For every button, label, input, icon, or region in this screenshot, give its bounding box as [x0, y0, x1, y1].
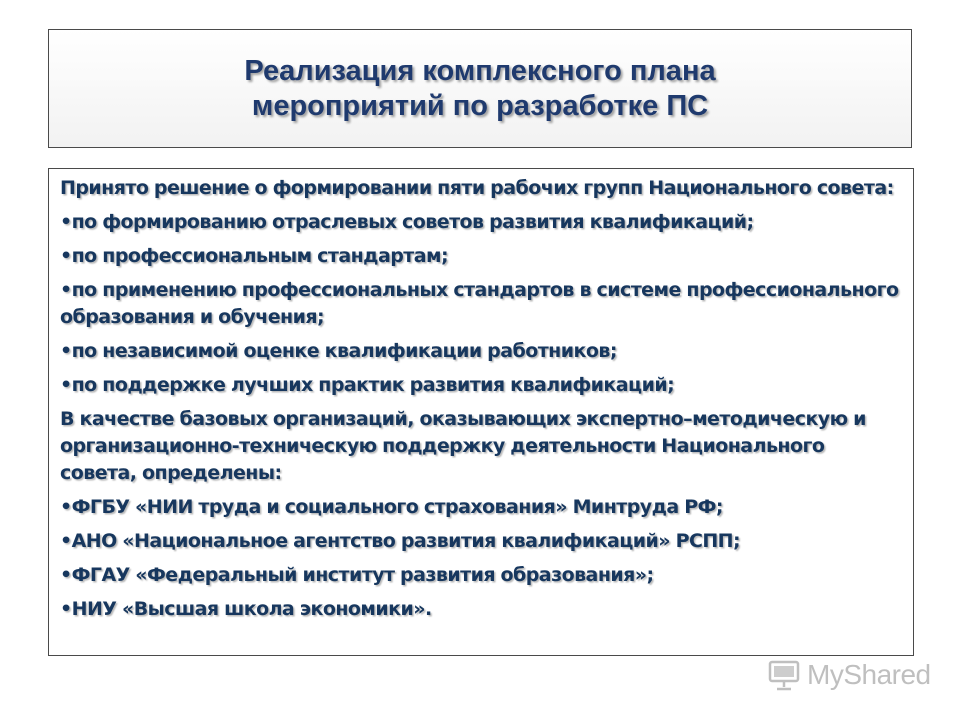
- bullet: •: [60, 211, 72, 233]
- watermark-logo: [767, 658, 931, 692]
- list-item: [60, 338, 905, 365]
- list-item: [60, 243, 905, 270]
- list-item-text: по поддержке лучших практик развития квалификаций;: [71, 374, 675, 396]
- intro-paragraph: Принято решение о формировании пяти рабочих групп Национального совета:: [60, 177, 894, 199]
- bullet: •: [60, 279, 72, 301]
- list-item-text: ФГБУ «НИИ труда и социального страхования» Минтруда РФ;: [71, 496, 723, 518]
- list-item: [60, 494, 905, 521]
- slide-title-line-1: Реализация комплексного плана: [244, 54, 716, 87]
- list-item-text: по формированию отраслевых советов развития квалификаций;: [71, 211, 754, 233]
- list-item: [60, 209, 905, 236]
- bullet: •: [60, 374, 72, 396]
- content-box: [48, 168, 914, 656]
- list-item-text: АНО «Национальное агентство развития квалификаций» РСПП;: [71, 530, 741, 552]
- list-item-text: по применению профессиональных стандартов в системе профессионального образования и обучения;: [60, 279, 899, 328]
- bullet: •: [60, 564, 72, 586]
- presentation-board-icon: [767, 658, 801, 692]
- list-item-text: по независимой оценке квалификации работников;: [71, 340, 617, 362]
- watermark-text: MyShared: [807, 659, 931, 690]
- slide-title-line-2: мероприятий по разработке ПС: [251, 89, 709, 122]
- bullet: •: [60, 340, 72, 362]
- bullet: •: [60, 530, 72, 552]
- bullet: •: [60, 245, 72, 267]
- list-item-text: по профессиональным стандартам;: [71, 245, 449, 267]
- list-item: [60, 277, 905, 331]
- bullet: •: [60, 496, 72, 518]
- list-item-text: ФГАУ «Федеральный институт развития образования»;: [71, 564, 654, 586]
- list-item: [60, 528, 905, 555]
- list-item: [60, 372, 905, 399]
- title-box: [48, 29, 912, 148]
- list-item-text: НИУ «Высшая школа экономики».: [71, 598, 432, 620]
- bullet: •: [60, 598, 72, 620]
- list-item: [60, 562, 905, 589]
- list-item: [60, 596, 905, 623]
- base-organizations-paragraph: В качестве базовых организаций, оказывающих экспертно–методическую и организационно-техническую поддержку деятельности Национального совета, определены:: [60, 408, 866, 484]
